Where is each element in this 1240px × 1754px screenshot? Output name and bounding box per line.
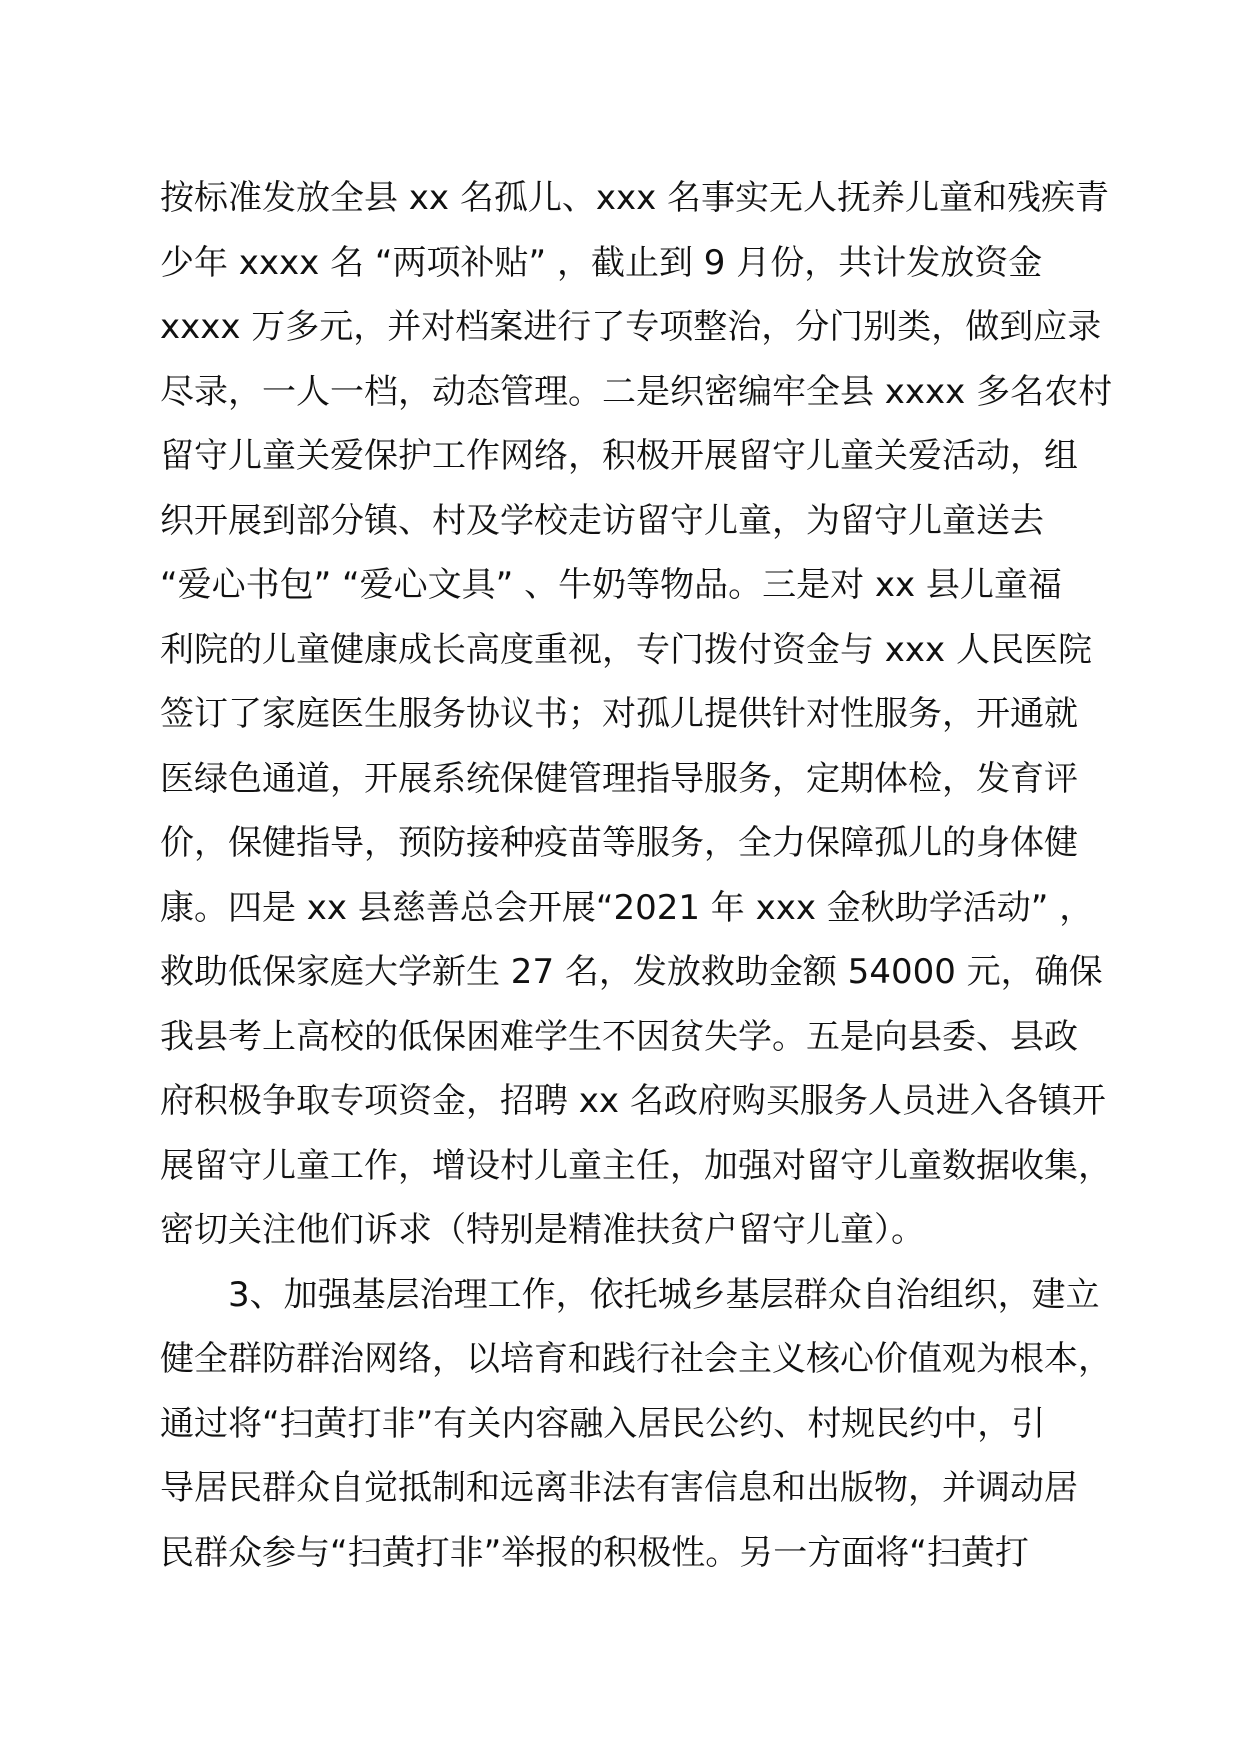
text-line: 我县考上高校的低保困难学生不因贫失学。五是向县委、县政 [160,1016,1078,1057]
body-text [160,166,1120,1585]
text-line: 展留守儿童工作，增设村儿童主任，加强对留守儿童数据收集， [160,1145,1112,1186]
text-line: 织开展到部分镇、村及学校走访留守儿童，为留守儿童送去 [160,500,1044,541]
text-line: 签订了家庭医生服务协议书；对孤儿提供针对性服务，开通就 [160,694,1078,734]
text-line: 少年 xxxx 名 “两项补贴” ，截止到 9 月份，共计发放资金 [160,242,1043,283]
text-line: xxxx 万多元，并对档案进行了专项整治，分门别类，做到应录 [160,307,1102,347]
text-line: 医绿色通道，开展系统保健管理指导服务，定期体检，发育评 [160,758,1078,799]
text-line: 按标准发放全县 xx 名孤儿、xxx 名事实无人抚养儿童和残疾青 [160,178,1110,218]
text-line: 通过将“扫黄打非”有关内容融入居民公约、村规民约中，引 [160,1403,1046,1444]
text-line: 留守儿童关爱保护工作网络，积极开展留守儿童关爱活动，组 [160,436,1078,476]
text-line: 救助低保家庭大学新生 27 名，发放救助金额 54000 元，确保 [160,952,1103,992]
text-line: “爱心书包” “爱心文具” 、牛奶等物品。三是对 xx 县儿童福 [160,565,1062,605]
text-line: 导居民群众自觉抵制和远离非法有害信息和出版物，并调动居 [160,1468,1078,1508]
text-line: 健全群防群治网络，以培育和践行社会主义核心价值观为根本， [160,1339,1112,1379]
text-line: 利院的儿童健康成长高度重视，专门拨付资金与 xxx 人民医院 [160,629,1092,670]
text-line: 民群众参与“扫黄打非”举报的积极性。另一方面将“扫黄打 [160,1532,1029,1573]
paragraph-start-line: 3、加强基层治理工作，依托城乡基层群众自治组织，建立 [228,1274,1100,1315]
text-line: 价，保健指导，预防接种疫苗等服务，全力保障孤儿的身体健 [160,823,1078,863]
text-line: 尽录，一人一档，动态管理。二是织密编牢全县 xxxx 多名农村 [160,371,1113,412]
text-line: 密切关注他们诉求（特别是精准扶贫户留守儿童）。 [160,1210,925,1250]
text-line: 府积极争取专项资金，招聘 xx 名政府购买服务人员进入各镇开 [160,1081,1106,1121]
text-line: 康。四是 xx 县慈善总会开展“2021 年 xxx 金秋助学活动” ， [160,887,1094,928]
